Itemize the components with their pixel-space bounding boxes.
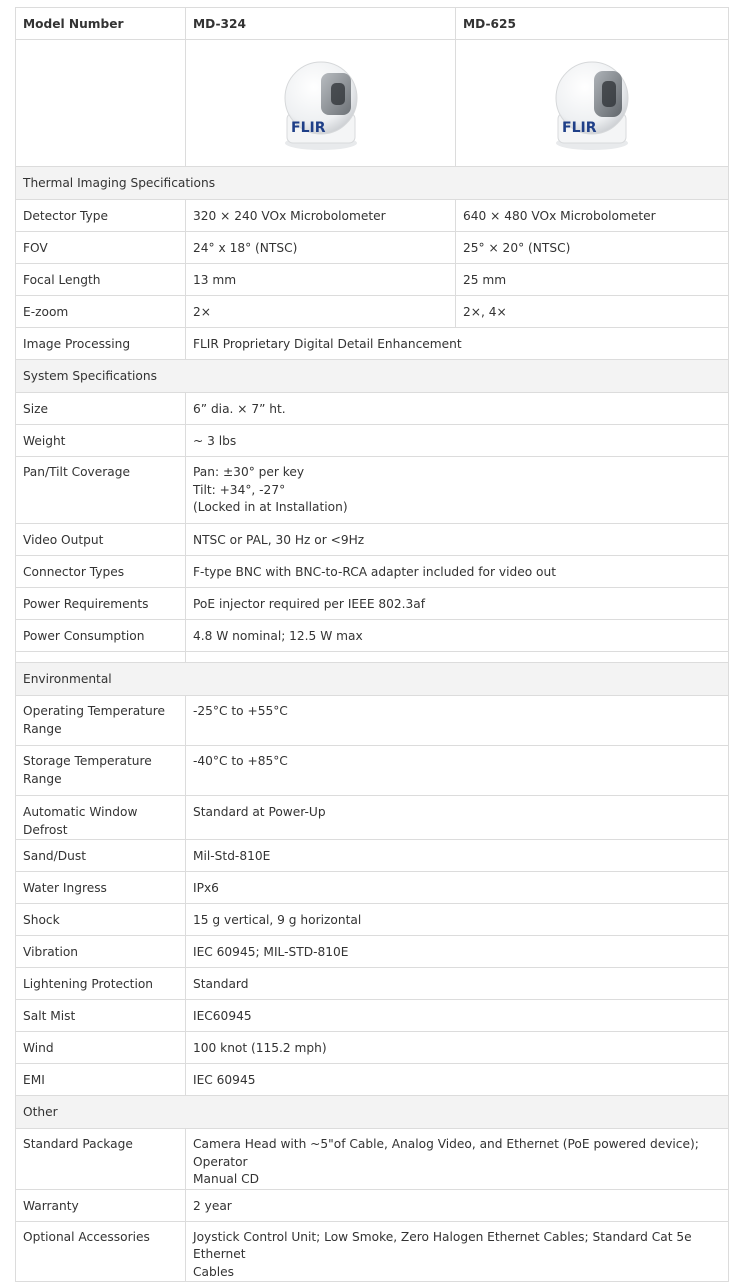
shared-value: 15 g vertical, 9 g horizontal: [186, 904, 729, 936]
shared-value: Mil-Std-810E: [186, 840, 729, 872]
section-title: System Specifications: [16, 360, 729, 393]
row-label: FOV: [16, 232, 186, 264]
label-line: Storage Temperature: [23, 754, 152, 768]
spec-table: [15, 7, 729, 1282]
shared-value: -25°C to +55°C: [186, 696, 729, 746]
row-label: Vibration: [16, 936, 186, 968]
shared-value: PoE injector required per IEEE 802.3af: [186, 588, 729, 620]
table-row: [16, 936, 729, 968]
label-line: Range: [23, 771, 62, 786]
row-label: EMI: [16, 1064, 186, 1096]
table-row: [16, 968, 729, 1000]
table-row: [16, 588, 729, 620]
value-line: Pan: ±30° per key: [193, 465, 305, 479]
row-label: Power Requirements: [16, 588, 186, 620]
thermal-camera-image: [550, 53, 634, 153]
shared-value: IEC 60945: [186, 1064, 729, 1096]
shared-value: 4.8 W nominal; 12.5 W max: [186, 620, 729, 652]
section-title: Thermal Imaging Specifications: [16, 167, 729, 200]
shared-value: 100 knot (115.2 mph): [186, 1032, 729, 1064]
row-label: Power Consumption: [16, 620, 186, 652]
row-label: Optional Accessories: [16, 1221, 186, 1282]
table-row: [16, 746, 729, 796]
md-625-value: 640 × 480 VOx Microbolometer: [456, 200, 729, 232]
label-line: Operating Temperature: [23, 704, 166, 718]
flir-logo: FLIR: [290, 120, 325, 136]
table-row: [16, 1129, 729, 1190]
row-label: Water Ingress: [16, 872, 186, 904]
table-row: [16, 840, 729, 872]
table-row: [16, 1000, 729, 1032]
value-line: Joystick Control Unit; Low Smoke, Zero Halogen Ethernet Cables; Standard Cat 5e Ethernet: [193, 1229, 692, 1261]
row-label: Focal Length: [16, 264, 186, 296]
table-row: [16, 1189, 729, 1221]
shared-value: IPx6: [186, 872, 729, 904]
row-label: Detector Type: [16, 200, 186, 232]
section-header-system: [16, 360, 729, 393]
thermal-camera-image: [279, 53, 363, 153]
spacer-cell: [16, 652, 186, 663]
table-row: [16, 1221, 729, 1282]
row-label: Standard Package: [16, 1129, 186, 1190]
row-label: Automatic Window Defrost: [16, 796, 186, 840]
header-row: [16, 8, 729, 40]
shared-value: [186, 1129, 729, 1190]
row-label: Lightening Protection: [16, 968, 186, 1000]
md-625-value: 25° × 20° (NTSC): [456, 232, 729, 264]
shared-value: [186, 1221, 729, 1282]
row-label: Salt Mist: [16, 1000, 186, 1032]
shared-value: IEC 60945; MIL-STD-810E: [186, 936, 729, 968]
row-label: Image Processing: [16, 328, 186, 360]
table-row: [16, 296, 729, 328]
shared-value: 2 year: [186, 1189, 729, 1221]
shared-value: F-type BNC with BNC-to-RCA adapter included for video out: [186, 556, 729, 588]
header-md-625: MD-625: [456, 8, 729, 40]
md-324-value: 13 mm: [186, 264, 456, 296]
table-row: [16, 904, 729, 936]
table-row: [16, 328, 729, 360]
table-row: [16, 393, 729, 425]
section-title: Environmental: [16, 663, 729, 696]
image-row-empty-cell: [16, 40, 186, 167]
spacer-row: [16, 652, 729, 663]
shared-value: FLIR Proprietary Digital Detail Enhancement: [186, 328, 729, 360]
shared-value: NTSC or PAL, 30 Hz or <9Hz: [186, 524, 729, 556]
shared-value: IEC60945: [186, 1000, 729, 1032]
table-row: [16, 425, 729, 457]
value-line: (Locked in at Installation): [193, 500, 348, 514]
table-row: [16, 264, 729, 296]
value-line: Cables: [193, 1264, 234, 1279]
row-label: Size: [16, 393, 186, 425]
md-625-value: 25 mm: [456, 264, 729, 296]
table-row: [16, 1064, 729, 1096]
value-line: Manual CD: [193, 1172, 260, 1186]
table-row: [16, 232, 729, 264]
header-model-number: Model Number: [16, 8, 186, 40]
row-label: E-zoom: [16, 296, 186, 328]
row-label: [16, 746, 186, 796]
shared-value: Standard: [186, 968, 729, 1000]
table-row: [16, 457, 729, 524]
row-label: [16, 696, 186, 746]
table-row: [16, 200, 729, 232]
row-label: Warranty: [16, 1189, 186, 1221]
md-324-value: 24° x 18° (NTSC): [186, 232, 456, 264]
value-line: Tilt: +34°, -27°: [193, 482, 286, 497]
flir-logo: FLIR: [562, 120, 597, 136]
table-row: [16, 796, 729, 840]
shared-value: [186, 457, 729, 524]
row-label: Video Output: [16, 524, 186, 556]
header-md-324: MD-324: [186, 8, 456, 40]
md-324-image-cell: [186, 40, 456, 167]
table-row: [16, 872, 729, 904]
label-line: Range: [23, 721, 62, 736]
value-line: Camera Head with ~5"of Cable, Analog Video, and Ethernet (PoE powered device); Operator: [193, 1137, 699, 1169]
row-label: Weight: [16, 425, 186, 457]
spacer-cell: [186, 652, 729, 663]
row-label: Shock: [16, 904, 186, 936]
table-row: [16, 556, 729, 588]
row-label: Pan/Tilt Coverage: [16, 457, 186, 524]
section-header-other: [16, 1096, 729, 1129]
table-row: [16, 696, 729, 746]
row-label: Sand/Dust: [16, 840, 186, 872]
section-title: Other: [16, 1096, 729, 1129]
row-label: Connector Types: [16, 556, 186, 588]
table-row: [16, 620, 729, 652]
shared-value: Standard at Power-Up: [186, 796, 729, 840]
row-label: Wind: [16, 1032, 186, 1064]
md-324-value: 320 × 240 VOx Microbolometer: [186, 200, 456, 232]
section-header-environmental: [16, 663, 729, 696]
shared-value: ~ 3 lbs: [186, 425, 729, 457]
shared-value: -40°C to +85°C: [186, 746, 729, 796]
md-324-value: 2×: [186, 296, 456, 328]
table-row: [16, 1032, 729, 1064]
image-row: [16, 40, 729, 167]
md-625-image-cell: [456, 40, 729, 167]
table-row: [16, 524, 729, 556]
shared-value: 6” dia. × 7” ht.: [186, 393, 729, 425]
md-625-value: 2×, 4×: [456, 296, 729, 328]
section-header-thermal: [16, 167, 729, 200]
